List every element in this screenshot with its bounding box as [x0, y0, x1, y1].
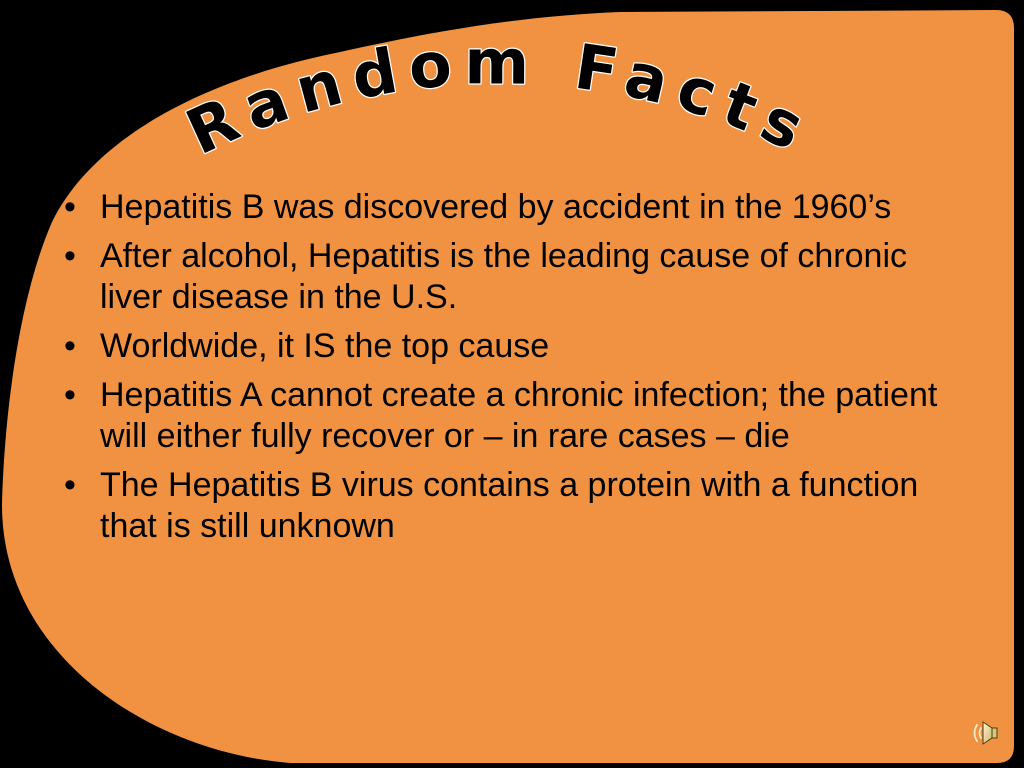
sound-wave-outer	[975, 725, 978, 741]
bullet-marker: •	[64, 237, 76, 275]
bullet-marker: •	[64, 188, 76, 226]
bullet-text: Hepatitis B was discovered by accident in the 1960’s	[100, 188, 892, 226]
speaker-icon-graphic	[971, 716, 999, 750]
bullet-text: Hepatitis A cannot create a chronic infection; the patient will either fully recover or – in rare cases – die	[100, 376, 938, 455]
speaker-cone	[983, 722, 992, 744]
speaker-body	[992, 728, 997, 738]
bullet-text: The Hepatitis B virus contains a protein with a function that is still unknown	[100, 466, 919, 545]
bullet-marker: •	[64, 376, 76, 414]
bullet-item	[64, 187, 962, 228]
bullet-list	[64, 187, 962, 555]
bullet-item	[64, 236, 962, 318]
speaker-icon[interactable]	[971, 716, 999, 750]
bullet-marker: •	[64, 466, 76, 504]
slide-title-text: Random Facts	[175, 25, 825, 170]
bullet-item	[64, 465, 962, 547]
sound-wave-inner	[980, 728, 982, 738]
bullet-marker: •	[64, 327, 76, 365]
bullet-item	[64, 375, 962, 457]
bullet-item	[64, 326, 962, 367]
bullet-text: After alcohol, Hepatitis is the leading cause of chronic liver disease in the U.S.	[100, 237, 908, 316]
bullet-text: Worldwide, it IS the top cause	[100, 327, 550, 365]
